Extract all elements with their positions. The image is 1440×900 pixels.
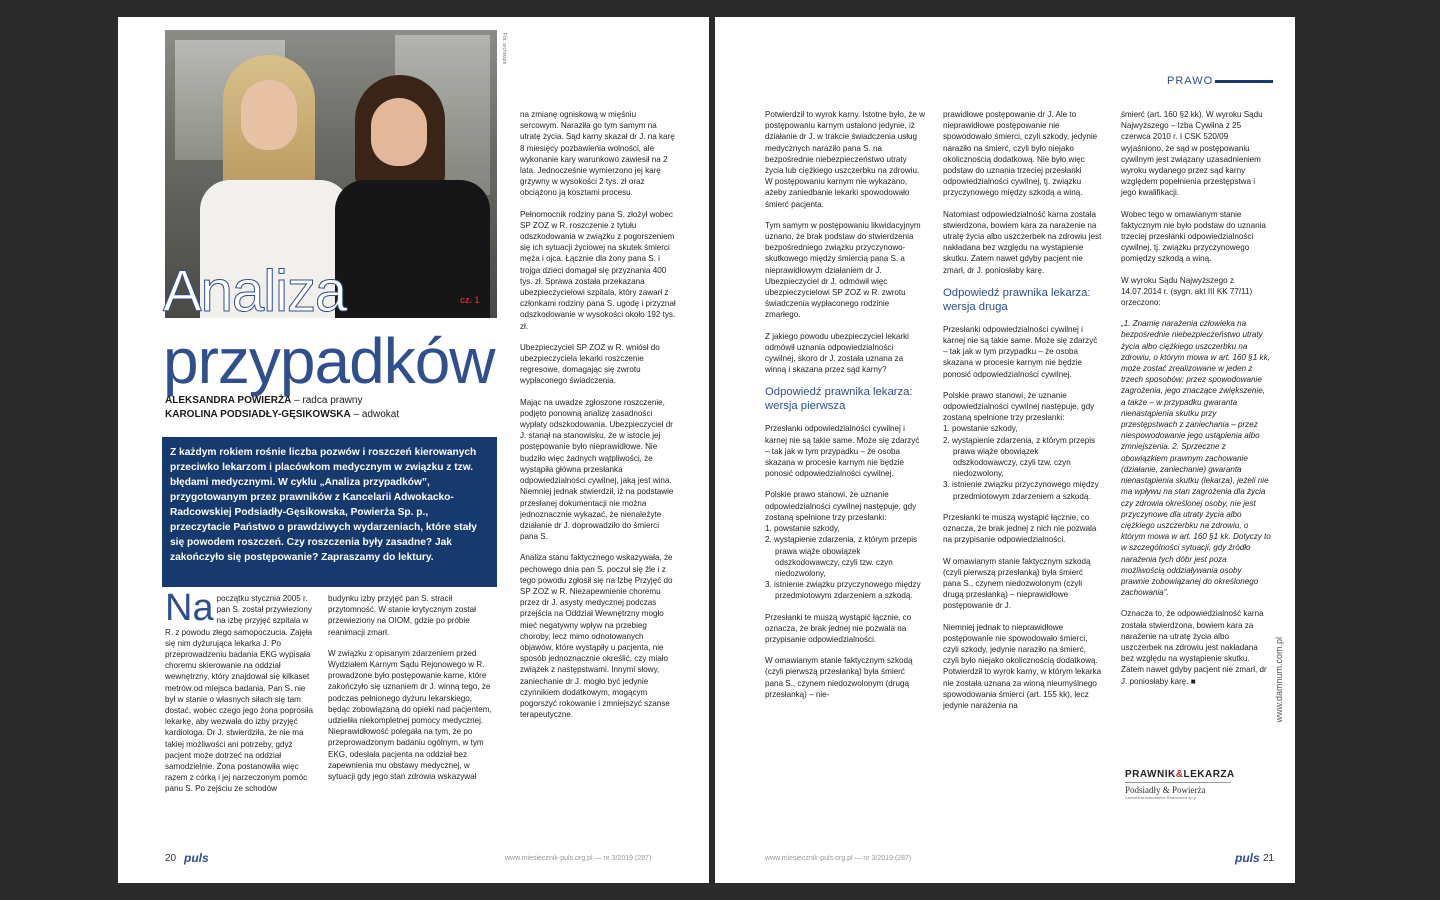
paragraph: W omawianym stanie faktycznym szkodą (czyli pierwszą przesłanką) była śmierć pana S., czynem niedozwolonym (czyli drugą przesłanką) – nieprawidłowe postępowanie dr J.	[943, 556, 1091, 611]
right-column-2	[943, 109, 1103, 721]
paragraph: Oznacza to, że odpowiedzialność karna została stwierdzona, bowiem kara za narażenie na utratę życia albo uszczerbek na zdrowiu jest nakładana bez względu na wystąpienie skutku. Zatem nawet gdyby pacjent nie zmarł, dr J. poniosłaby karę. ■	[1121, 609, 1267, 686]
paragraph: Przesłanki te muszą wystąpić łącznie, co oznacza, że brak jednej z nich nie pozwala na przypisanie odpowiedzialności.	[943, 512, 1097, 545]
paragraph: W omawianym stanie faktycznym szkodą (czyli pierwszą przesłanką) była śmierć pana S., czynem niedozwolonym (drugą przesłanką) – nie-	[765, 656, 913, 699]
paragraph: prawidłowe postępowanie dr J. Ale to nieprawidłowe postępowanie nie spowodowało śmierci, czyli szkody, jedynie naraziło na śmierć, czyli było niejako okolicznością dodatkową. Nie było więc podstaw do uznania trzeciej przesłanki odpowiedzialności cywilnej, tj. związku przyczynowego między szkodą a winą.	[943, 110, 1098, 198]
right-column-3	[1121, 109, 1271, 697]
paragraph: śmierć (art. 160 §2 kk). W wyroku Sądu Najwyższego – Izba Cywilna z 25 czerwca 2010 r. I CSK 520/09 wyjaśniono, że sąd w postępowaniu cywilnym jest związany uzasadnieniem wyroku wydanego przez sąd karny względem popełnienia przestępstwa i jego kwalifikacji.	[1121, 110, 1263, 198]
photo-credit: Fot. archiwum	[501, 33, 507, 65]
author-2-role: – adwokat	[353, 409, 400, 420]
logo-rule	[1125, 782, 1231, 783]
court-quote: „1. Znamię narażenia człowieka na bezpośrednie niebezpieczeństwo utraty życia albo ciężkiego uszczerbku na zdrowiu, o którym mowa w art. 160 §1 kk, może zostać zrealizowane w jeden z trzech sposobów: przez spowodowanie zagrożenia, jego znaczące zwiększenie, a także – w przypadku gwaranta nienastąpienia skutku przy przestępstwach z zaniechania – przez niespowodowanie jego ustąpienia albo zmniejszenia. 2. Sprzeczne z obowiązkiem prawnym zachowanie (działanie, zaniechanie) gwaranta nienastąpienia skutku (lekarza), jeżeli nie ma wpływu na stan zagrożenia dla życia czy zdrowia określonej osoby, nie jest przyczynowe dla utraty życia albo ciężkiego uszczerbku na zdrowiu, o którym mowa w art. 160 §1 kk. Dotyczy to w szczególności sytuacji, gdy źródło narażenia tych dóbr jest poza możliwością oddziaływania osoby prawnie zobowiązanej do określonego zachowania”.	[1121, 319, 1271, 598]
list-item: 2. wystąpienie zdarzenia, z którym przepis prawa wiąże obowiązek odszkodowawczy, czyli tzw. czyn niedozwolony,	[765, 535, 918, 578]
paragraph: Ubezpieczyciel SP ZOZ w R. wniósł do ubezpieczyciela lekarki roszczenie regresowe, domagając się zwrotu wypłaconego świadczenia.	[520, 342, 660, 386]
paragraph: Mając na uwadze zgłoszone roszczenie, podjęto ponowną analizę zasadności wypłaty odszkodowania. Ubezpieczyciel dr J. stanął na stanowisku, że w istocie jej postępowanie było nieprawidłowe. Nie budziło więc żadnych wątpliwości, że wystąpiła główna przesłanka odpowiedzialności cywilnej, jaką jest wina. Niemniej jednak stwierdził, iż na podstawie przesłanej dokumentacji nie można jednoznacznie wykazać, że nienależyte działanie dr J. doprowadziło do śmierci pana S.	[520, 397, 674, 542]
author-2	[165, 409, 399, 420]
article-title-line1: Analiza	[163, 259, 347, 324]
author-1-role: – radca prawny	[294, 395, 363, 406]
part-badge: cz. 1	[460, 295, 480, 305]
author-1	[165, 395, 362, 406]
side-url: www.damnum.com.pl	[1274, 637, 1284, 723]
left-col1-text: początku stycznia 2005 r. pan S. został przywieziony na izbę przyjęć szpitala w R. z powodu złego samopoczucia. Zajęła się nim dyżurująca lekarka J. Po przeprowadzeniu badania EKG wypisała choremu skierowanie na oddział wewnętrzny, który znajdował się kilkaset metrów od miejsca badania. Pan S. nie był w stanie o własnych siłach się tam dostać, wobec czego jego żona poprosiła lekarkę, aby wezwała do izby przyjęć kardiologa. Dr J. stwierdziła, że nie ma takiej możliwości ani potrzeby, gdyż pacjent może dotrzeć na oddział samodzielnie. Żona postanowiła więc razem z córką i jej narzeczonym pomóc panu S. Po zejściu ze schodów	[165, 594, 314, 794]
left-page	[118, 17, 709, 883]
paragraph: Tym samym w postępowaniu likwidacyjnym uznano, że brak podstaw do stwierdzenia bezpośredniego związku przyczynowo-skutkowego między śmiercią pana S. a nieprawidłowym działaniem dr J. Ubezpieczyciel dr J. odmówił więc ubezpieczycielowi SP ZOZ w R. zwrotu świadczenia wypłaconego rodzinie zmarłego.	[765, 220, 921, 320]
logo-line-2: Podsiadły & Powierża	[1125, 785, 1206, 795]
brand-right: puls	[1235, 851, 1260, 865]
article-title-line2: przypadków	[163, 325, 495, 397]
list-item: 2. wystąpienie zdarzenia, z którym przepis prawa wiąże obowiązek odszkodowawczy, czyli tzw. czyn niedozwolony,	[943, 435, 1096, 479]
paragraph: Niemniej jednak to nieprawidłowe postępowanie nie spowodowało śmierci, czyli szkody, jedynie naraziło na śmierć, czyli było niejako okolicznością dodatkową. Potwierdził to wyrok karny, w którym lekarka nie została uznana za winną nieumyślnego spowodowania śmierci (art. 155 kk), lecz jedynie narażenia na	[943, 622, 1102, 710]
paragraph: Przesłanki odpowiedzialności cywilnej i karnej nie są takie same. Może się zdarzyć – tak jak w tym przypadku – że osoba skazana w procesie karnym nie będzie ponosić odpowiedzialności cywilnej.	[943, 324, 1098, 379]
paragraph: Polskie prawo stanowi, że uznanie odpowiedzialności cywilnej następuje, gdy zostaną spełnione trzy przesłanki:	[765, 490, 917, 522]
section-rule	[1215, 80, 1273, 83]
dropcap: Na	[165, 587, 214, 629]
paragraph: Analiza stanu faktycznego wskazywała, że pechowego dnia pan S. poczuł się źle i z tego powodu zgłosił się na Izbę Przyjęć do SP ZOZ w R. Niezapewnienie choremu przez dr J. asysty medycznej podczas przejścia na Oddział Wewnętrzny mogło mieć negatywny wpływ na przebieg choroby, lecz mimo odnotowanych objawów, które wystąpiły u pacjenta, nie sposób jednoznacznie określić, czy miało związek z następstwami. Innymi słowy, zaniechanie dr J. mogło być jedynie czynnikiem dodatkowym, mogącym pogorszyć rokowanie i zmniejszyć szanse terapeutyczne.	[520, 553, 673, 720]
footer-right: www.miesiecznik-puls.org.pl — nr 3/2019 (287)	[765, 855, 912, 862]
brand-left: puls	[184, 851, 209, 865]
paragraph: W związku z opisanym zdarzeniem przed Wydziałem Karnym Sądu Rejonowego w R. prowadzone było postępowanie karne, które zakończyło się uznaniem dr J. winną tego, że podczas pełnionego dyżuru lekarskiego, będąc zobowiązaną do opieki nad pacjentem, udzieliła niekompletnej pomocy medycznej. Nieprawidłowość polegała na tym, że po przeprowadzonym badaniu ogólnym, w tym EKG, odesłała pacjenta na oddział bez zapewnienia mu obstawy medycznej, w sytuacji gdy jego stan zdrowia wskazywał	[328, 648, 492, 782]
subhead-version-2: Odpowiedź prawnika lekarza: wersja druga	[943, 286, 1091, 313]
prawnik-lekarza-logo	[1125, 769, 1235, 827]
paragraph: Wobec tego w omawianym stanie faktycznym nie było podstaw do uznania trzeciej przesłanki odpowiedzialności cywilnej, tj. związku przyczynowego pomiędzy szkodą a winą.	[1121, 209, 1266, 264]
paragraph: na zmianę ogniskową w mięśniu sercowym. Naraziła go tym samym na utratę życia. Sąd karny skazał dr J. na karę 8 miesięcy pozbawienia wolności, ale wykonanie kary warunkowo zawiesił na 2 lata. Jednocześnie wymierzono jej karę grzywny w wysokości 2 tys. zł oraz obciążono ją kosztami procesu.	[520, 110, 675, 198]
author-2-name: KAROLINA PODSIADŁY-GĘSIKOWSKA	[165, 409, 351, 420]
left-column-2	[328, 593, 493, 792]
paragraph: Natomiast odpowiedzialność karna została stwierdzona, bowiem kara za narażenie na utratę życia albo uszczerbek na zdrowiu jest nakładana bez względu na wystąpienie skutku. Zatem nawet gdyby pacjent nie zmarł, dr J. poniosłaby karę.	[943, 209, 1102, 275]
subhead-version-1: Odpowiedź prawnika lekarza: wersja pierwsza	[765, 386, 913, 413]
author-1-name: ALEKSANDRA POWIERŻA	[165, 395, 292, 406]
left-column-3	[520, 109, 676, 730]
conditions-list	[943, 423, 1103, 501]
section-label: PRAWO	[1167, 75, 1214, 87]
list-item: 3. istnienie związku przyczynowego między przedmiotowym zdarzeniem a szkodą.	[943, 480, 1099, 501]
paragraph: Z jakiego powodu ubezpieczyciel lekarki odmówił uznania odpowiedzialności cywilnej, skoro dr J. została uznana za winną i skazana przez sąd karny?	[765, 331, 909, 375]
list-item: 1. powstanie szkody,	[765, 524, 840, 534]
paragraph: Potwierdził to wyrok karny. Istotne było, że w postępowaniu karnym ustalono jedynie, iż działanie dr J. w trakcie świadczenia usług medycznych naraziło pana S. na bezpośrednie niebezpieczeństwo utraty życia lub ciężkiego uszczerbku na zdrowiu. W postępowaniu karnym nie wykazano, ażeby zaniedbanie lekarki spowodowało śmierć pacjenta.	[765, 110, 925, 209]
page-number-right: 21	[1263, 853, 1275, 864]
footer-left: www.miesiecznik-puls.org.pl — nr 3/2019 (287)	[505, 855, 652, 862]
list-item: 1. powstanie szkody,	[943, 424, 1018, 434]
page-number-left: 20	[165, 853, 177, 864]
paragraph: Polskie prawo stanowi, że uznanie odpowiedzialności cywilnej następuje, gdy zostaną spełnione trzy przesłanki:	[943, 390, 1095, 423]
logo-line-1: PRAWNIK&LEKARZA	[1125, 769, 1235, 780]
paragraph: budynku izby przyjęć pan S. stracił przytomność. W stanie krytycznym został przewieziony na OIOM, gdzie po próbie reanimacji zmarł.	[328, 594, 476, 637]
paragraph: W wyroku Sądu Najwyższego z 14.07.2014 r. (sygn. akt III KK 77/11) orzeczono:	[1121, 275, 1253, 308]
list-item: 3. istnienie związku przyczynowego między przedmiotowym zdarzeniem a szkodą.	[765, 580, 921, 601]
conditions-list	[765, 523, 925, 601]
right-page	[715, 17, 1295, 883]
paragraph: Przesłanki odpowiedzialności cywilnej i karnej nie są takie same. Może się zdarzyć – tak jak w tym przypadku – że osoba skazana w procesie karnym nie będzie ponosić odpowiedzialności cywilnej.	[765, 424, 920, 479]
lead-box: Z każdym rokiem rośnie liczba pozwów i roszczeń kierowanych przeciwko lekarzom i placówkom medycznym w związku z tzw. błędami medycznymi. W cyklu „Analiza przypadków”, przygotowanym przez prawników z Kancelarii Adwokacko-Radcowskiej Podsiadły-Gęsikowska, Powierża Sp. p., przeczytacie Państwo o prawdziwych wydarzeniach, które stały się powodem roszczeń. Czy roszczenia były zasadne? Jak zakończyło się postępowanie? Zapraszamy do lektury.	[162, 437, 497, 587]
right-column-1	[765, 109, 925, 710]
logo-line-3: Kancelaria Adwokacko-Radcowska sp.p.	[1125, 795, 1198, 800]
paragraph: Przesłanki te muszą wystąpić łącznie, co oznacza, że brak jednej nie pozwala na przypisanie odpowiedzialności.	[765, 612, 912, 644]
paragraph: Pełnomocnik rodziny pana S. złożył wobec SP ZOZ w R. roszczenie z tytułu odszkodowania w związku z pogorszeniem się ich sytuacji życiowej na skutek śmierci męża i ojca. Łącznie dla żony pana S. i trojga dzieci domagał się przyznania 400 tys. zł. Sprawa została przekazana ubezpieczycielowi szpitala, który zawarł z członkami rodziny pana S. ugodę i przyznał odszkodowanie w wysokości około 192 tys. zł.	[520, 209, 676, 331]
left-column-1	[165, 587, 317, 805]
